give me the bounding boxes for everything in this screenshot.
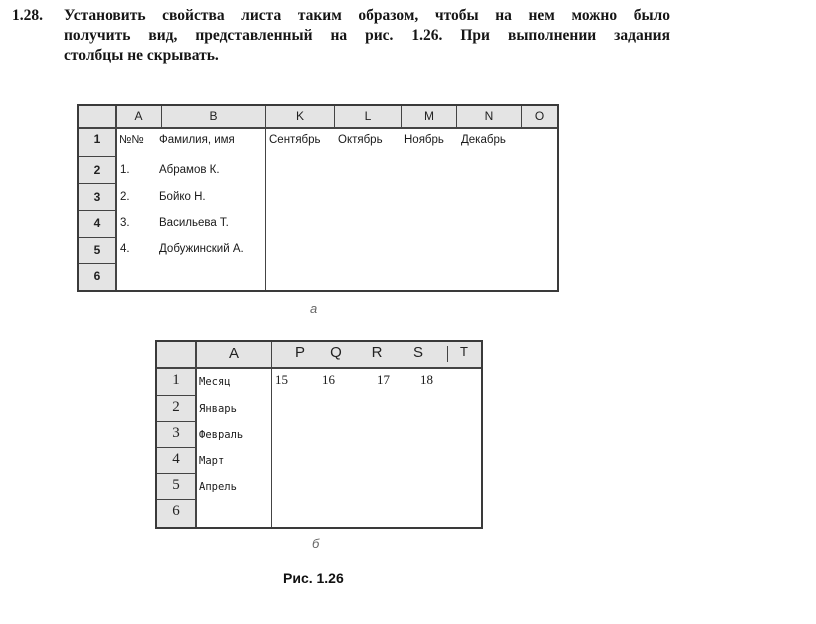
grid-line bbox=[157, 421, 195, 422]
cell-a3: Февраль bbox=[199, 429, 244, 441]
task-line-1: Установить свойства листа таким образом, чтобы на нем можно было bbox=[64, 7, 670, 24]
column-header-k: K bbox=[295, 109, 304, 123]
cell-b5: Добужинский А. bbox=[159, 243, 244, 255]
row-header-1: 1 bbox=[93, 132, 101, 146]
grid-line bbox=[115, 106, 117, 290]
column-header-q: Q bbox=[330, 344, 342, 361]
grid-line bbox=[157, 473, 195, 474]
grid-line bbox=[447, 346, 448, 362]
cell-m1: Ноябрь bbox=[404, 134, 444, 146]
cell-b3: Бойко Н. bbox=[159, 191, 206, 203]
cell-a1: Месяц bbox=[199, 376, 231, 388]
cell-a1: №№ bbox=[119, 134, 144, 146]
sheet-a-caption: а bbox=[310, 301, 318, 316]
column-header-s: S bbox=[412, 344, 423, 361]
column-header-p: P bbox=[294, 344, 305, 361]
column-header-m: M bbox=[424, 109, 434, 123]
grid-line bbox=[157, 447, 195, 448]
grid-line bbox=[195, 342, 197, 527]
grid-line bbox=[157, 395, 195, 396]
cell-a3: 2. bbox=[120, 191, 130, 203]
grid-line bbox=[157, 499, 195, 500]
grid-line bbox=[157, 367, 481, 369]
row-header-4: 4 bbox=[172, 451, 180, 467]
cell-s1: 18 bbox=[420, 372, 433, 387]
sheet-b-caption: б bbox=[312, 536, 320, 551]
cell-b2: Абрамов К. bbox=[159, 164, 220, 176]
row-header-2: 2 bbox=[172, 399, 180, 415]
row-header-3: 3 bbox=[172, 425, 180, 441]
cell-b1: Фамилия, имя bbox=[159, 134, 235, 146]
grid-line bbox=[79, 210, 115, 211]
grid-line bbox=[79, 156, 115, 157]
cell-a2: 1. bbox=[120, 164, 130, 176]
grid-line bbox=[271, 342, 272, 527]
figure-caption: Рис. 1.26 bbox=[283, 570, 344, 586]
row-header-6: 6 bbox=[93, 269, 101, 283]
cell-l1: Октябрь bbox=[338, 134, 383, 146]
cell-a4: Март bbox=[199, 455, 225, 467]
task-number: 1.28. bbox=[12, 7, 43, 24]
column-header-o: O bbox=[534, 109, 545, 123]
column-header-b: B bbox=[209, 109, 218, 123]
cell-a4: 3. bbox=[120, 217, 130, 229]
cell-a5: Апрель bbox=[199, 481, 237, 493]
row-header-1: 1 bbox=[172, 372, 180, 388]
cell-a5: 4. bbox=[120, 243, 130, 255]
column-header-n: N bbox=[484, 109, 494, 123]
spreadsheet-a bbox=[77, 104, 559, 292]
spreadsheet-b bbox=[155, 340, 483, 529]
task-line-2: получить вид, представленный на рис. 1.26. При выполнении задания bbox=[64, 27, 670, 44]
column-header-l: L bbox=[364, 109, 372, 123]
column-header-a: A bbox=[134, 109, 143, 123]
row-header-4: 4 bbox=[93, 216, 101, 230]
cell-b4: Васильева Т. bbox=[159, 217, 229, 229]
grid-line bbox=[265, 106, 266, 290]
cell-p1: 15 bbox=[275, 372, 288, 387]
row-header-6: 6 bbox=[172, 503, 180, 519]
row-header-5: 5 bbox=[93, 243, 101, 257]
cell-r1: 17 bbox=[377, 372, 390, 387]
row-header-5: 5 bbox=[172, 477, 180, 493]
cell-k1: Сентябрь bbox=[269, 134, 321, 146]
cell-q1: 16 bbox=[322, 372, 335, 387]
row-header-2: 2 bbox=[93, 163, 101, 177]
grid-line bbox=[79, 183, 115, 184]
cell-a2: Январь bbox=[199, 403, 237, 415]
cell-n1: Декабрь bbox=[461, 134, 506, 146]
grid-line bbox=[79, 237, 115, 238]
column-header-r: R bbox=[371, 344, 383, 361]
row-header-3: 3 bbox=[93, 190, 101, 204]
column-header-t: T bbox=[460, 344, 468, 359]
grid-line bbox=[79, 127, 557, 129]
task-line-3: столбцы не скрывать. bbox=[64, 47, 219, 64]
grid-line bbox=[79, 263, 115, 264]
column-header-a: A bbox=[228, 345, 239, 362]
